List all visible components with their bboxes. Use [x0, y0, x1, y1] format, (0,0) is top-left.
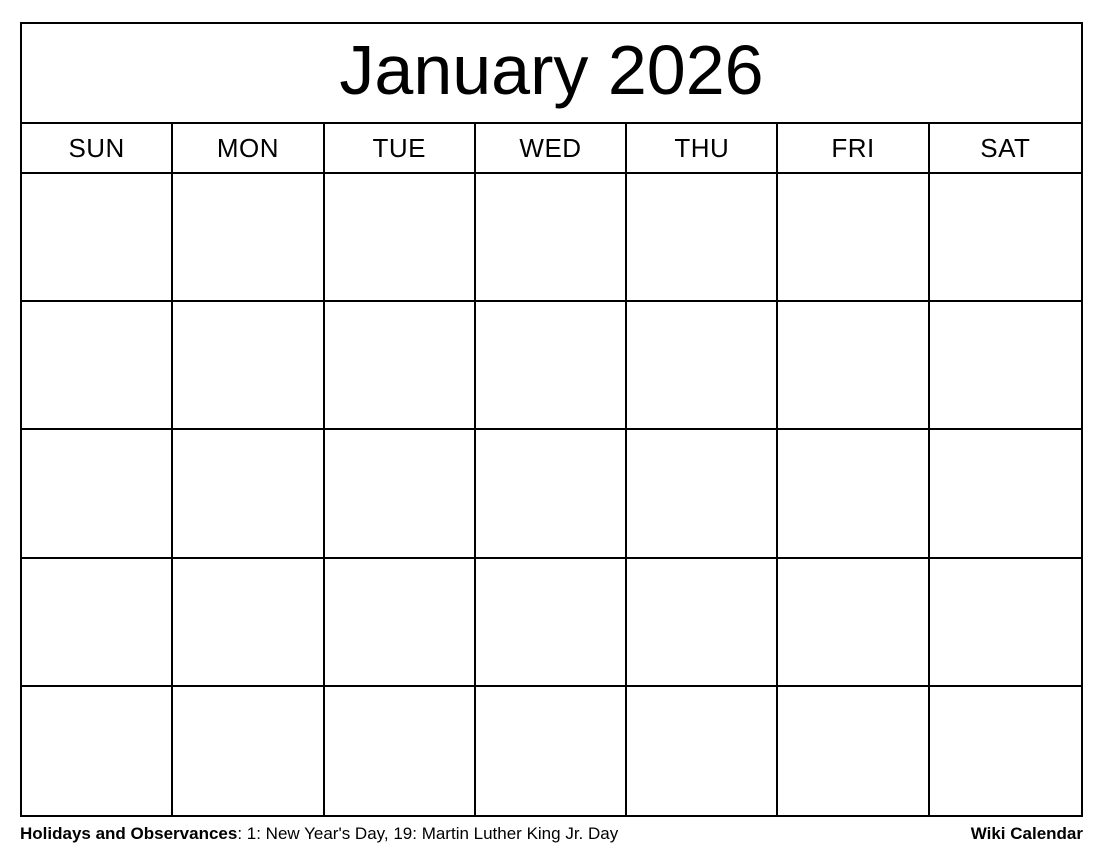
day-header-fri: FRI: [778, 124, 929, 172]
calendar-cell: [173, 302, 324, 430]
holidays-text: : 1: New Year's Day, 19: Martin Luther King Jr. Day: [237, 824, 619, 843]
calendar-cell: [325, 559, 476, 687]
calendar-cell: [778, 302, 929, 430]
calendar-cell: [627, 687, 778, 815]
day-header-sun: SUN: [22, 124, 173, 172]
calendar-cell: [476, 174, 627, 302]
calendar-cell: [325, 302, 476, 430]
calendar-title-band: [22, 24, 1081, 124]
calendar-cell: [173, 174, 324, 302]
calendar-grid: [22, 174, 1081, 815]
calendar-cell: [22, 302, 173, 430]
footer: [20, 824, 1083, 844]
calendar-cell: [930, 430, 1081, 558]
day-header-thu: THU: [627, 124, 778, 172]
calendar-cell: [22, 687, 173, 815]
calendar-cell: [22, 559, 173, 687]
calendar-cell: [778, 559, 929, 687]
calendar-cell: [476, 559, 627, 687]
brand-label: Wiki Calendar: [970, 824, 1083, 843]
calendar-cell: [930, 559, 1081, 687]
calendar-cell: [627, 559, 778, 687]
calendar-cell: [930, 302, 1081, 430]
calendar-cell: [627, 174, 778, 302]
calendar-container: [20, 22, 1083, 817]
day-header-tue: TUE: [325, 124, 476, 172]
calendar-cell: [173, 559, 324, 687]
calendar-cell: [173, 687, 324, 815]
calendar-cell: [325, 174, 476, 302]
calendar-cell: [778, 174, 929, 302]
calendar-cell: [173, 430, 324, 558]
calendar-cell: [22, 430, 173, 558]
day-header-sat: SAT: [980, 132, 1031, 163]
calendar-cell: [778, 430, 929, 558]
day-header-row: [22, 124, 1081, 174]
calendar-cell: [476, 430, 627, 558]
calendar-cell: [476, 302, 627, 430]
day-header-mon: MON: [173, 124, 324, 172]
calendar-cell: [627, 430, 778, 558]
calendar-cell: [930, 174, 1081, 302]
holidays-label: Holidays and Observances: [20, 824, 238, 843]
calendar-cell: [778, 687, 929, 815]
calendar-cell: [476, 687, 627, 815]
calendar-cell: [930, 687, 1081, 815]
calendar-cell: [325, 430, 476, 558]
calendar-cell: [627, 302, 778, 430]
calendar-cell: [22, 174, 173, 302]
calendar-title: January 2026: [339, 31, 764, 109]
calendar-cell: [325, 687, 476, 815]
holidays-note: [20, 824, 618, 844]
day-header-wed: WED: [476, 124, 627, 172]
